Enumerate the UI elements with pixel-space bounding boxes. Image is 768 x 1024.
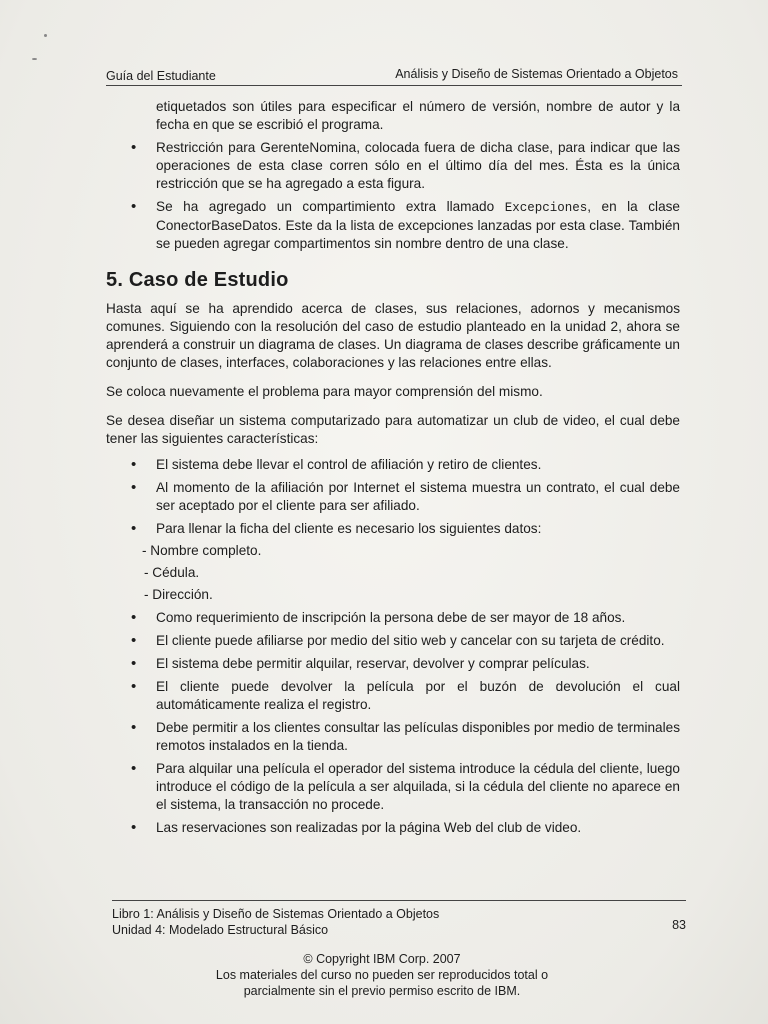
list-item: • Restricción para GerenteNomina, colocada fuera de dicha clase, para indicar que las operaciones de esta clase corren sólo en el último día del mes. Ésta es la única restricción que se ha agregado a esta figura. [106, 139, 680, 193]
data-field-item: - Dirección. [144, 587, 213, 602]
requirements-list-continued [106, 609, 680, 837]
paragraph: Se coloca nuevamente el problema para mayor comprensión del mismo. [106, 384, 543, 399]
footer-book-info [112, 906, 686, 938]
footer-unit-title: Unidad 4: Modelado Estructural Básico [112, 923, 329, 937]
list-item: • Las reservaciones son realizadas por la página Web del club de video. [106, 819, 680, 837]
copyright-notice [112, 951, 652, 999]
list-item: • El cliente puede devolver la película por el buzón de devolución el cual automáticamente realiza el registro. [106, 678, 680, 714]
data-field-item: - Cédula. [144, 565, 200, 580]
body-content [106, 98, 680, 842]
list-item: • El cliente puede afiliarse por medio del sitio web y cancelar con su tarjeta de crédito. [106, 632, 680, 650]
copyright-line: © Copyright IBM Corp. 2007 [303, 952, 461, 966]
list-item: • Debe permitir a los clientes consultar las películas disponibles por medio de terminales remotos instalados en la tienda. [106, 719, 680, 755]
section-title: 5. Caso de Estudio [106, 269, 289, 291]
speck-mark [32, 58, 37, 60]
list-item: • Para alquilar una película el operador del sistema introduce la cédula del cliente, luego introduce el código de la película a ser alquilada, si la cédula del cliente no aparece en el sistema, la transacción no procede. [106, 760, 680, 814]
data-field-item: - Nombre completo. [142, 543, 262, 558]
list-item: • El sistema debe permitir alquilar, reservar, devolver y comprar películas. [106, 655, 680, 673]
list-item: • Al momento de la afiliación por Internet el sistema muestra un contrato, el cual debe ser aceptado por el cliente para ser afiliado. [106, 479, 680, 515]
header-right: Análisis y Diseño de Sistemas Orientado a Objetos [395, 67, 678, 81]
notice-line-1: Los materiales del curso no pueden ser reproducidos total o [215, 968, 549, 982]
paragraph: Hasta aquí se ha aprendido acerca de clases, sus relaciones, adornos y mecanismos comunes. Siguiendo con la resolución del caso de estudio planteado en la unidad 2, ahora se aprenderá a construir un diagrama de clases. Un diagrama de clases describe gráficamente un conjunto de clases, interfaces, colaboraciones y las relaciones entre ellas. [106, 301, 680, 370]
page-footer [112, 900, 686, 938]
header-left: Guía del Estudiante [106, 69, 216, 83]
list-item: • El sistema debe llevar el control de afiliación y retiro de clientes. [106, 456, 680, 474]
page-number: 83 [672, 918, 686, 932]
code-term: Excepciones [504, 201, 588, 215]
running-header [106, 67, 682, 86]
top-bullet-list [106, 98, 680, 253]
paragraph: Se desea diseñar un sistema computarizado para automatizar un club de video, el cual debe tener las siguientes características: [106, 413, 680, 446]
list-item: etiquetados son útiles para especificar el número de versión, nombre de autor y la fecha en que se escribió el programa. [156, 99, 680, 132]
list-item: • Como requerimiento de inscripción la persona debe de ser mayor de 18 años. [106, 609, 680, 627]
speck-mark [44, 34, 47, 37]
list-item: • Para llenar la ficha del cliente es necesario los siguientes datos: [106, 520, 680, 538]
footer-rule [112, 900, 686, 901]
notice-line-2: parcialmente sin el previo permiso escrito de IBM. [243, 984, 521, 998]
list-item: • Se ha agregado un compartimiento extra llamado Excepciones, en la clase ConectorBaseDatos. Este da la lista de excepciones lanzadas por esta clase. También se pueden agregar compartimentos sin nombre dentro de una clase. [106, 198, 680, 253]
footer-book-title: Libro 1: Análisis y Diseño de Sistemas Orientado a Objetos [112, 907, 440, 921]
requirements-list [106, 456, 680, 538]
